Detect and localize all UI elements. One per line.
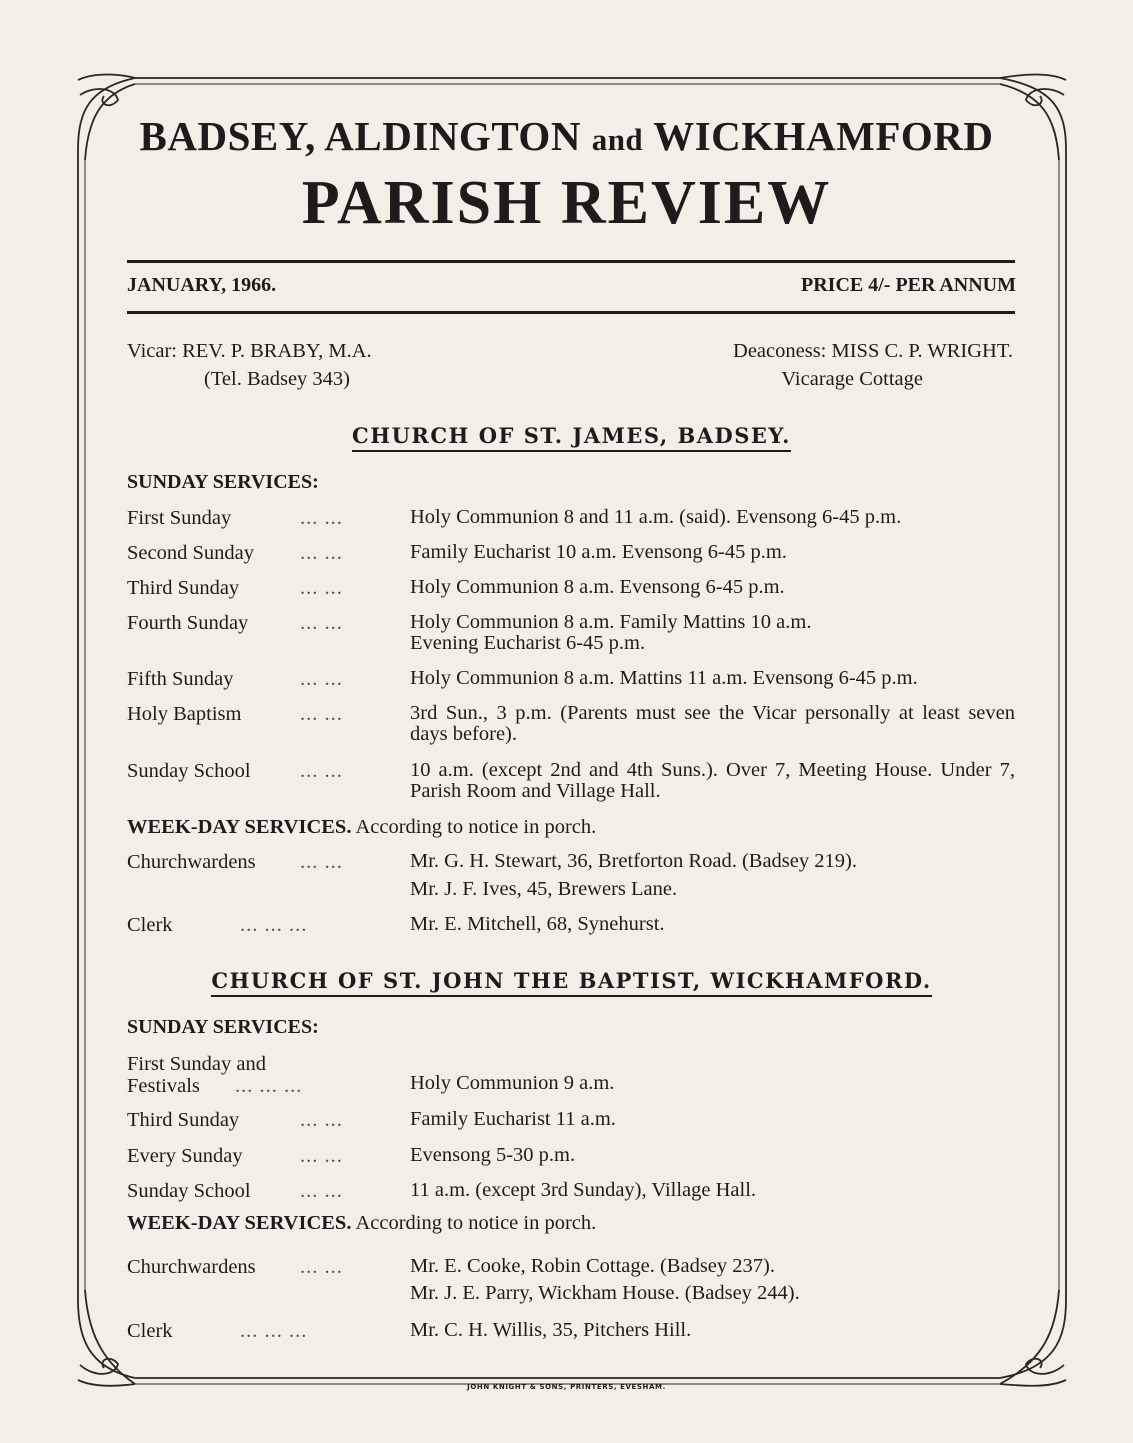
service-text: 3rd Sun., 3 p.m. (Parents must see the Vicar personally at least seven days before). <box>410 702 1015 745</box>
badsey-weekday-services <box>127 816 596 839</box>
service-label: Fifth Sunday <box>127 668 234 690</box>
service-text: Family Eucharist 10 a.m. Evensong 6-45 p.m. <box>410 541 787 563</box>
badsey-weekday-text: According to notice in porch. <box>355 816 597 838</box>
badsey-sunday-services-heading: SUNDAY SERVICES: <box>127 471 319 493</box>
badsey-churchwardens-value <box>410 851 1015 900</box>
service-label: Third Sunday <box>127 577 240 599</box>
dot-leader: ... ... <box>300 851 343 873</box>
dot-leader: ... ... <box>300 507 343 529</box>
title-part2: WICKHAMFORD <box>653 113 994 159</box>
service-label: Every Sunday <box>127 1145 243 1167</box>
service-text: Holy Communion 8 and 11 a.m. (said). Evensong 6-45 p.m. <box>410 506 902 528</box>
vicar-telephone: (Tel. Badsey 343) <box>204 368 351 390</box>
wickhamford-weekday-label: WEEK-DAY SERVICES. <box>127 1212 352 1234</box>
dot-leader: ... ... <box>300 1180 343 1202</box>
publication-subtitle: PARISH REVIEW <box>301 169 832 237</box>
service-label: Sunday School <box>127 1180 251 1202</box>
badsey-church-heading: CHURCH OF ST. JAMES, BADSEY. <box>0 423 1133 448</box>
wickhamford-clerk-label: Clerk <box>127 1320 173 1342</box>
service-value: Evensong 5-30 p.m. <box>410 1144 576 1166</box>
header-rule-top <box>127 260 1015 263</box>
dot-leader: ... ... <box>300 1145 343 1167</box>
issue-price: PRICE 4/- PER ANNUM <box>801 274 1016 296</box>
service-value <box>410 577 1015 598</box>
first-sunday-label-line1: First Sunday and <box>127 1053 266 1075</box>
service-value <box>410 703 1015 745</box>
badsey-churchwarden-2: Mr. J. F. Ives, 45, Brewers Lane. <box>410 878 678 900</box>
dot-leader: ... ... ... <box>240 914 308 936</box>
service-label: Sunday School <box>127 760 251 782</box>
service-value <box>410 542 1015 563</box>
service-text: Holy Communion 8 a.m. Family Mattins 10 a.m. <box>410 611 812 633</box>
service-value: Family Eucharist 11 a.m. <box>410 1108 616 1130</box>
wickhamford-weekday-text: According to notice in porch. <box>355 1212 597 1234</box>
wickhamford-sunday-services-heading: SUNDAY SERVICES: <box>127 1016 319 1038</box>
deaconess-name: Deaconess: MISS C. P. WRIGHT. <box>733 340 1013 362</box>
wickhamford-churchwarden-2: Mr. J. E. Parry, Wickham House. (Badsey 244). <box>410 1282 800 1304</box>
service-text: 10 a.m. (except 2nd and 4th Suns.). Over 7, Meeting House. Under 7, Parish Room and Village Hall. <box>410 759 1015 802</box>
deaconess-address: Vicarage Cottage <box>781 368 923 390</box>
wickhamford-church-heading: CHURCH OF ST. JOHN THE BAPTIST, WICKHAMFORD. <box>0 968 1133 993</box>
dot-leader: ... ... ... <box>235 1075 303 1097</box>
badsey-churchwardens-label: Churchwardens <box>127 851 256 873</box>
service-label: First Sunday <box>127 507 232 529</box>
dot-leader: ... ... <box>300 542 343 564</box>
service-text: Holy Communion 8 a.m. Evensong 6-45 p.m. <box>410 576 785 598</box>
wickhamford-churchwarden-1: Mr. E. Cooke, Robin Cottage. (Badsey 237). <box>410 1255 775 1277</box>
service-label: Second Sunday <box>127 542 254 564</box>
vicar-name: Vicar: REV. P. BRABY, M.A. <box>127 340 372 362</box>
service-text: Holy Communion 8 a.m. Mattins 11 a.m. Evensong 6-45 p.m. <box>410 667 918 689</box>
wickhamford-clerk-value: Mr. C. H. Willis, 35, Pitchers Hill. <box>410 1319 692 1341</box>
wickhamford-churchwardens-label: Churchwardens <box>127 1256 256 1278</box>
service-label: Fourth Sunday <box>127 612 249 634</box>
service-value <box>410 668 1015 689</box>
dot-leader: ... ... <box>300 577 343 599</box>
badsey-clerk-value: Mr. E. Mitchell, 68, Synehurst. <box>410 913 665 935</box>
dot-leader: ... ... <box>300 1109 343 1131</box>
header-rule-bottom <box>127 311 1015 314</box>
wickhamford-weekday-services <box>127 1212 596 1235</box>
service-value <box>410 760 1015 802</box>
issue-date: JANUARY, 1966. <box>127 274 277 296</box>
badsey-churchwarden-1: Mr. G. H. Stewart, 36, Bretforton Road. (Badsey 219). <box>410 850 857 872</box>
printer-imprint: JOHN KNIGHT & SONS, PRINTERS, EVESHAM. <box>467 1383 666 1391</box>
service-value: 11 a.m. (except 3rd Sunday), Village Hall. <box>410 1179 757 1201</box>
badsey-weekday-label: WEEK-DAY SERVICES. <box>127 816 352 838</box>
dot-leader: ... ... <box>300 668 343 690</box>
title-and: and <box>591 122 644 157</box>
service-label: Holy Baptism <box>127 703 242 725</box>
dot-leader: ... ... <box>300 612 343 634</box>
service-value <box>410 507 1015 528</box>
wickhamford-first-sunday-value: Holy Communion 9 a.m. <box>410 1072 615 1094</box>
dot-leader: ... ... <box>300 703 343 725</box>
dot-leader: ... ... ... <box>240 1320 308 1342</box>
title-part1: BADSEY, ALDINGTON <box>139 113 581 159</box>
dot-leader: ... ... <box>300 760 343 782</box>
service-text-line2: Evening Eucharist 6-45 p.m. <box>410 632 646 654</box>
badsey-clerk-label: Clerk <box>127 914 173 936</box>
first-sunday-label-line2: Festivals <box>127 1075 200 1097</box>
publication-title-line <box>0 112 1133 160</box>
wickhamford-churchwardens-value <box>410 1256 1015 1304</box>
service-value <box>410 612 1015 654</box>
dot-leader: ... ... <box>300 1256 343 1278</box>
service-label: Third Sunday <box>127 1109 240 1131</box>
